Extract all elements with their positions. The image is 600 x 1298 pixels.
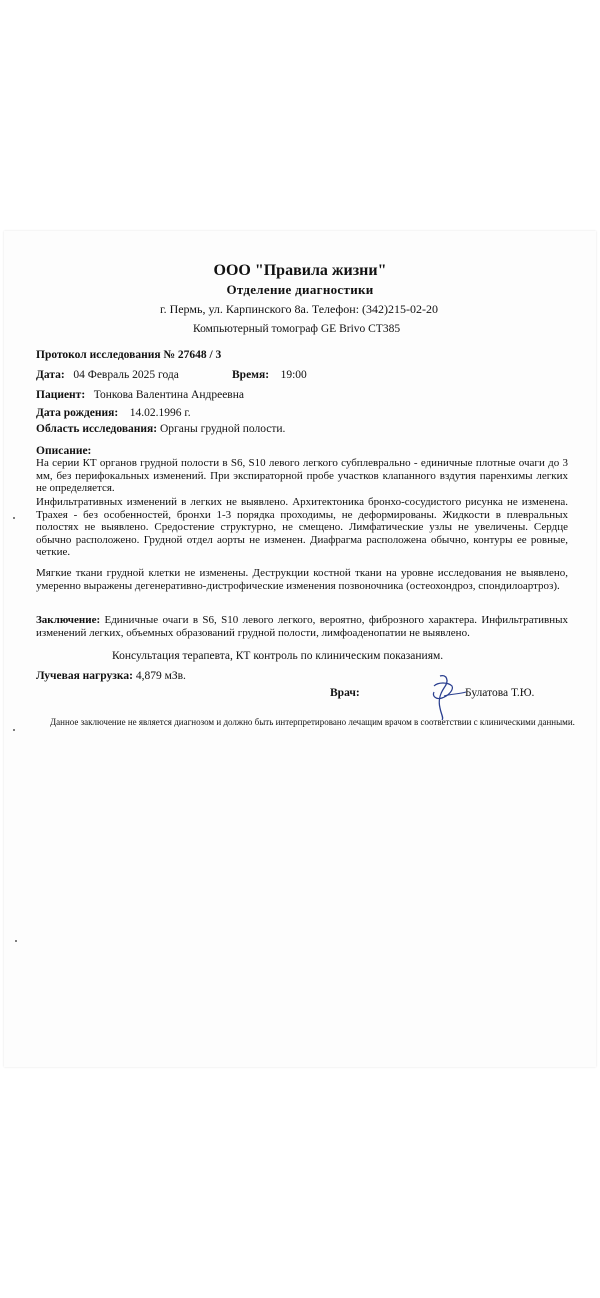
description-paragraph-3: Мягкие ткани грудной клетки не изменены. Деструкции костной ткани на уровне исследования не выявлено, умеренно выражены дегенеративно-дистрофические изменения позвоночника (остеохондроз, спондилоартроз). — [36, 567, 568, 592]
protocol-line — [36, 349, 221, 361]
scan-speck — [13, 517, 15, 519]
date-label: Дата: — [36, 369, 65, 381]
scan-speck — [15, 940, 17, 942]
area-line — [36, 423, 285, 435]
doctor-signature — [420, 672, 470, 722]
protocol-label: Протокол исследования — [36, 349, 161, 361]
area-value: Органы грудной полости. — [159, 423, 286, 435]
disclaimer-text: Данное заключение не является диагнозом и должно быть интерпретировано лечащим врачом в соответствии с клиническими данными. — [50, 717, 575, 727]
description-paragraph-2: Инфильтративных изменений в легких не выявлено. Архитектоника бронхо-сосудистого рисунка не изменена. Трахея - без особенностей, бронхи 1-3 порядка проходимы, не деформированы. Жидкости в плевральных полостях не выявлено. Средостение структурно, не смещено. Лимфатические узлы не увеличены. Сердце обычно расположено. Грудной отдел аорты не изменен. Диафрагма расположена обычно, контуры ее ровные, четкие. — [36, 496, 568, 558]
description-title: Описание: — [36, 445, 92, 457]
time-label: Время: — [232, 369, 270, 381]
description-paragraph-1: На серии КТ органов грудной полости в S6, S10 левого легкого субплеврально - единичные плотные очаги до 3 мм, без перифокальных изменений. При экспираторной пробе участков клапанного вздутия паренхимы легких не определяется. — [36, 457, 568, 494]
time-value: 19:00 — [280, 369, 307, 381]
address-line: г. Пермь, ул. Карпинского 8а. Телефон: (342)215-02-20 — [160, 302, 439, 316]
patient-line — [36, 389, 244, 401]
conclusion-text: Единичные очаги в S6, S10 левого легкого, вероятно, фиброзного характера. Инфильтративных изменений легких, объемных образований грудной полости, лимфоаденопатии не выявлено. — [36, 614, 568, 639]
device-line: Компьютерный томограф GE Brivo CT385 — [193, 323, 401, 335]
patient-value: Тонкова Валентина Андреевна — [93, 389, 244, 401]
conclusion-label: Заключение: — [36, 614, 101, 626]
birth-label: Дата рождения: — [36, 407, 119, 419]
doctor-name: Булатова Т.Ю. — [465, 687, 535, 699]
time-line — [232, 369, 307, 381]
dose-label: Лучевая нагрузка: — [36, 670, 133, 682]
area-label: Область исследования: — [36, 423, 158, 435]
organization-name: ООО "Правила жизни" — [213, 262, 387, 279]
doctor-label: Врач: — [330, 687, 360, 699]
date-value: 04 Февраль 2025 года — [73, 369, 179, 381]
date-line — [36, 369, 179, 381]
birth-value: 14.02.1996 г. — [129, 407, 191, 419]
dose-line — [36, 670, 186, 682]
consultation-line: Консультация терапевта, КТ контроль по клиническим показаниям. — [112, 650, 444, 662]
department-name: Отделение диагностики — [226, 282, 374, 297]
birth-line — [36, 407, 191, 419]
protocol-number: № 27648 / 3 — [163, 349, 222, 361]
patient-label: Пациент: — [36, 389, 86, 401]
conclusion-paragraph — [36, 614, 568, 639]
scan-speck — [13, 729, 15, 731]
dose-value: 4,879 мЗв. — [135, 670, 186, 682]
